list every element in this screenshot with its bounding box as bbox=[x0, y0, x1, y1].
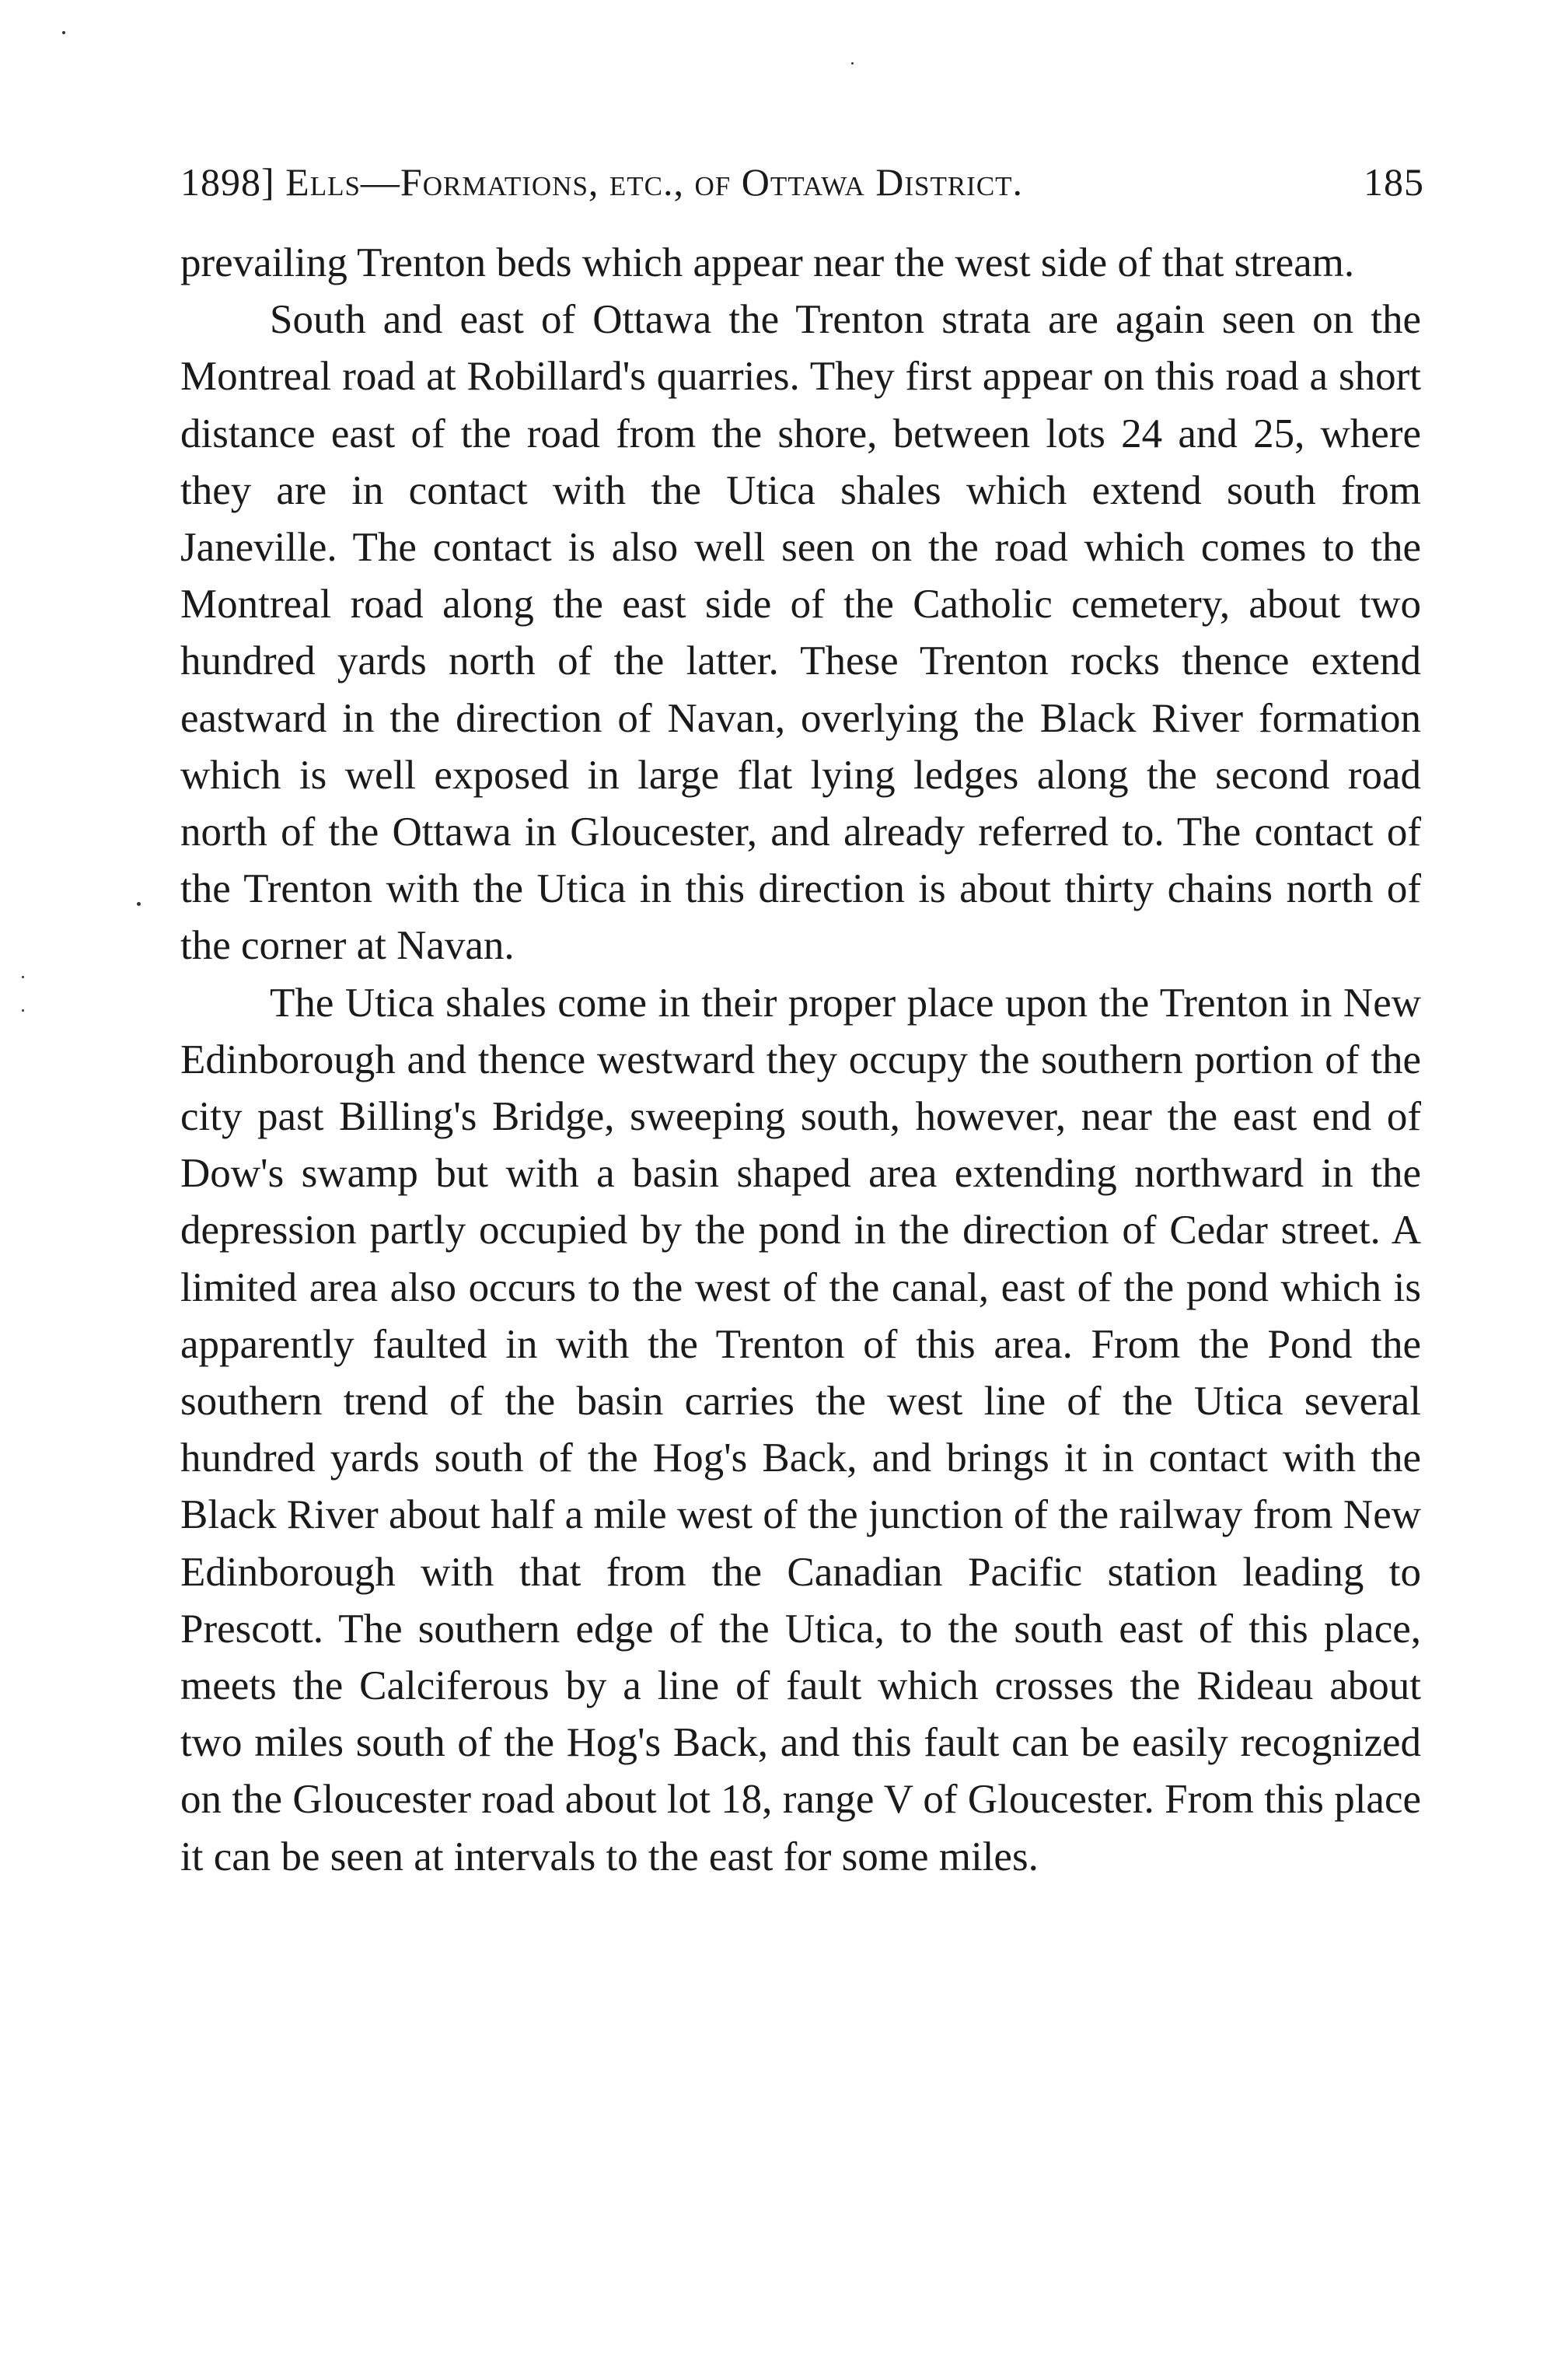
scan-speck bbox=[22, 976, 24, 978]
body-text bbox=[180, 235, 1421, 1886]
scan-speck bbox=[62, 31, 65, 34]
paragraph-continuation: prevailing Trenton beds which appear near the west side of that stream. bbox=[180, 240, 1355, 285]
running-title: 1898] Ells—Formations, etc., of Ottawa District. bbox=[180, 160, 1024, 204]
running-header bbox=[180, 159, 1424, 222]
page-number: 185 bbox=[1364, 160, 1424, 204]
paragraph-utica-shales: The Utica shales come in their proper place upon the Trenton in New Edinborough and thence westward they occupy the southern portion of the city past Billing's Bridge, sweeping south, however, near the east end of Dow's swamp but with a basin shaped area extending northward in the depression partly occupied by the pond in the direction of Cedar street. A limited area also occurs to the west of the canal, east of the pond which is apparently faulted in with the Trenton of this area. From the Pond the southern trend of the basin carries the west line of the Utica several hundred yards south of the Hog's Back, and brings it in contact with the Black River about half a mile west of the junction of the railway from New Edinborough with that from the Canadian Pacific station leading to Prescott. The southern edge of the Utica, to the south east of this place, meets the Calciferous by a line of fault which crosses the Rideau about two miles south of the Hog's Back, and this fault can be easily recognized on the Gloucester road about lot 18, range V of Gloucester. From this place it can be seen at intervals to the east for some miles. bbox=[180, 980, 1421, 1879]
scan-speck bbox=[137, 902, 141, 906]
scan-speck bbox=[22, 1009, 24, 1012]
scan-speck bbox=[851, 62, 854, 65]
paragraph-trenton-montreal-road: South and east of Ottawa the Trenton strata are again seen on the Montreal road at Robillard's quarries. They first appear on this road a short distance east of the road from the shore, between lots 24 and 25, where they are in contact with the Utica shales which extend south from Janeville. The contact is also well seen on the road which comes to the Montreal road along the east side of the Catholic cemetery, about two hundred yards north of the latter. These Trenton rocks thence extend eastward in the direction of Navan, overlying the Black River formation which is well exposed in large flat lying ledges along the second road north of the Ottawa in Gloucester, and already referred to. The contact of the Trenton with the Utica in this direction is about thirty chains north of the corner at Navan. bbox=[180, 297, 1421, 969]
